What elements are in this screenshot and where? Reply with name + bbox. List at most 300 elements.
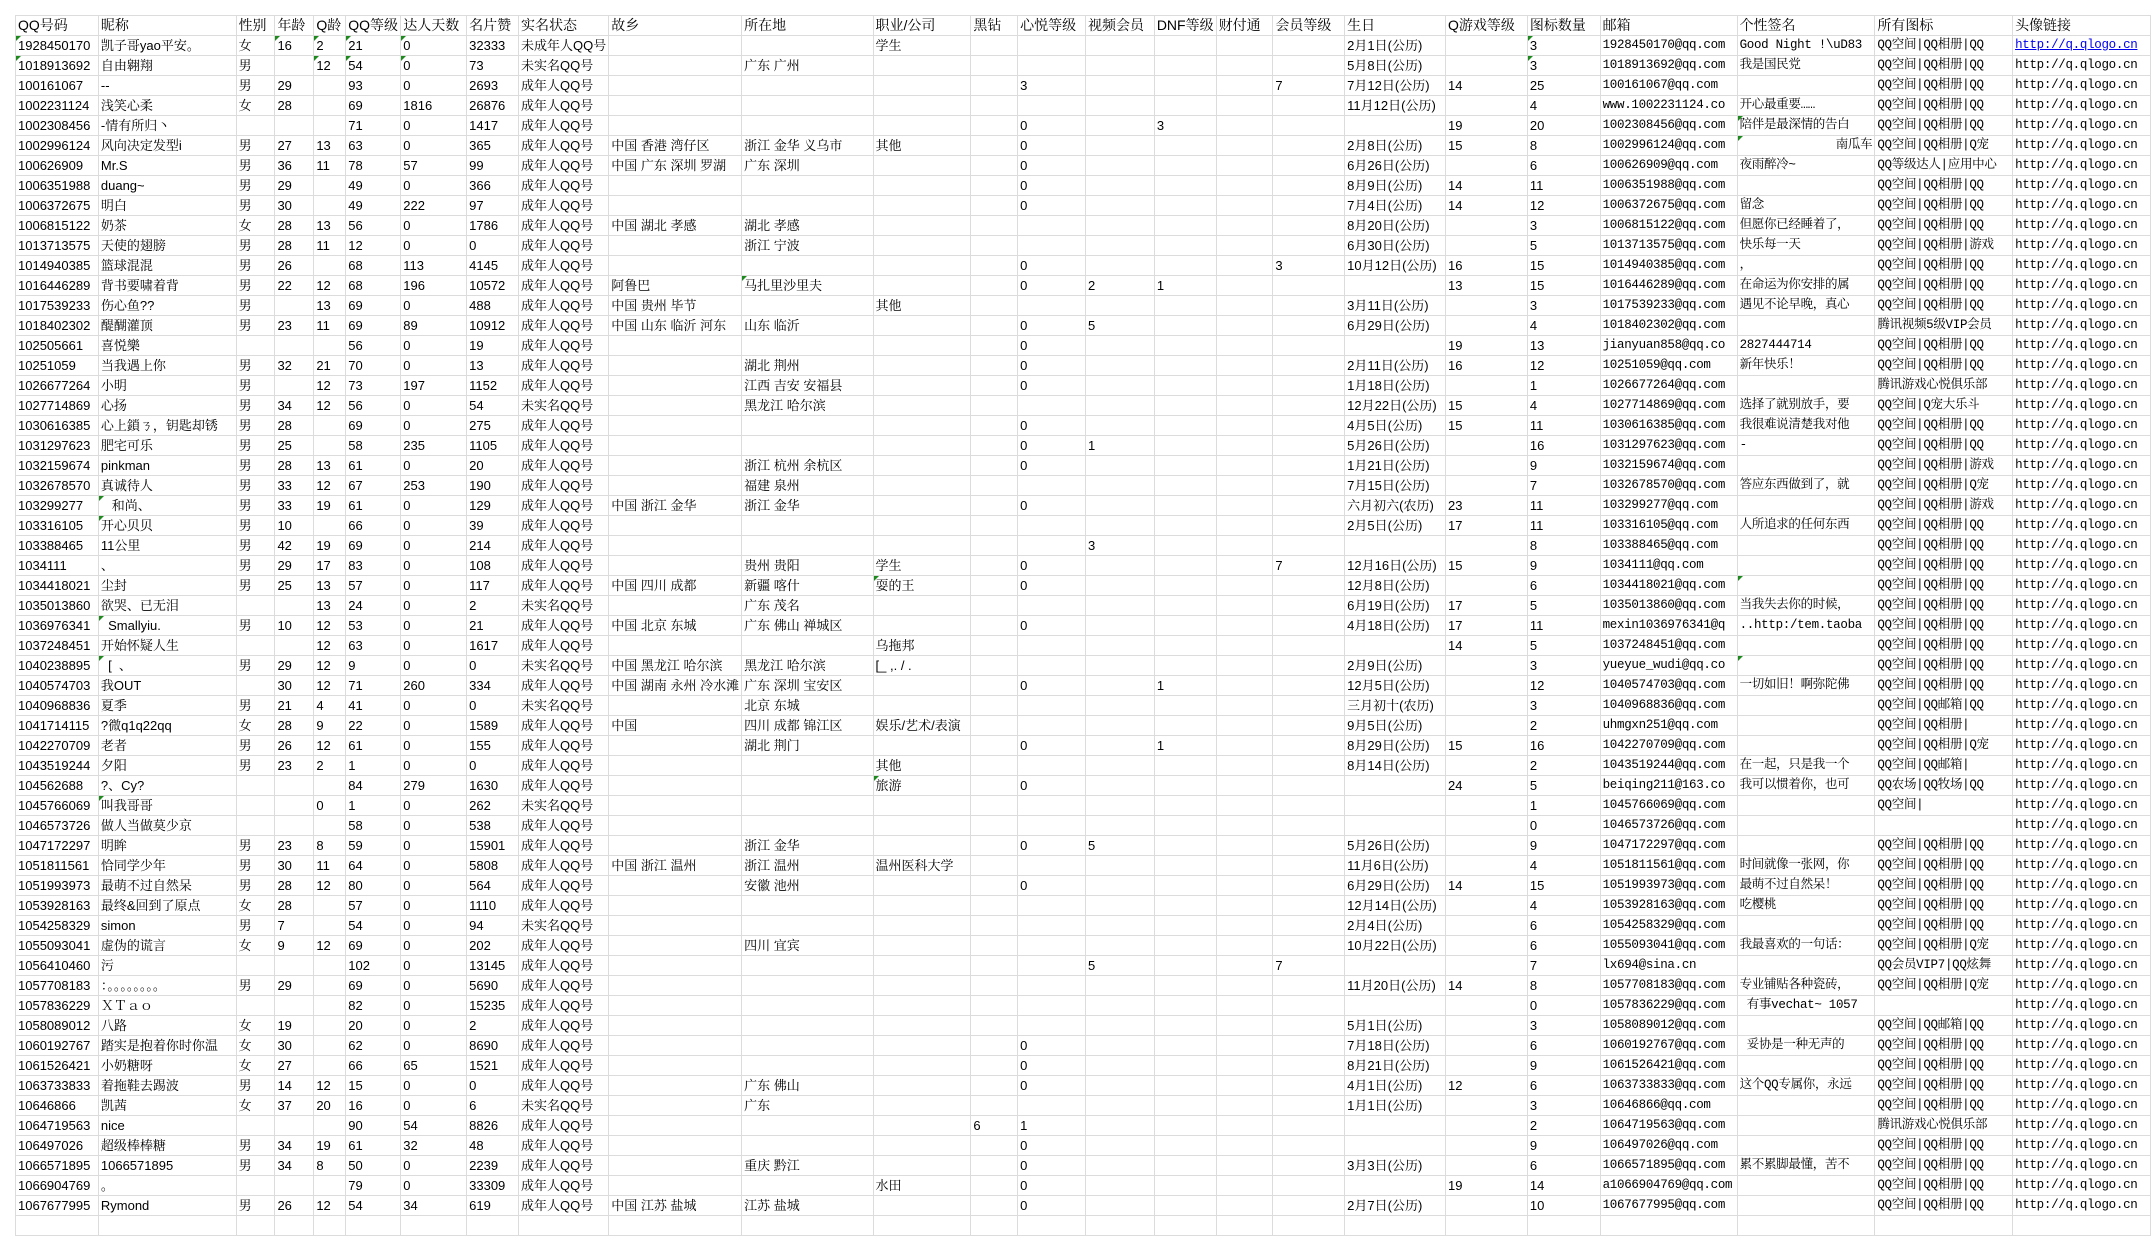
cell-icon-count[interactable]: 2 [1527,716,1600,736]
cell-nickname[interactable]: 着拖鞋去踢波 [98,1076,236,1096]
cell-birthday[interactable]: 12月8日(公历) [1345,576,1446,596]
cell-vip-level[interactable] [1273,296,1345,316]
cell-dnf-level[interactable] [1154,136,1216,156]
cell-xinyue-level[interactable]: 0 [1018,416,1086,436]
cell-avatar-link[interactable]: http://q.qlogo.cn [2013,916,2151,936]
cell-icon-count[interactable]: 4 [1527,316,1600,336]
cell-location[interactable] [742,976,873,996]
cell-xinyue-level[interactable]: 0 [1018,1176,1086,1196]
cell-signature[interactable] [1737,636,1875,656]
cell-qq-number[interactable]: 1047172297 [16,836,99,856]
cell-all-icons[interactable]: QQ空间|QQ相册|QQ [1875,1176,2013,1196]
cell-email[interactable]: 103299277@qq.com [1600,496,1737,516]
cell-avatar-link[interactable]: http://q.qlogo.cn [2013,896,2151,916]
cell-nickname[interactable]: 心扬 [98,396,236,416]
cell-qq-level[interactable]: 68 [346,256,401,276]
cell-nickname[interactable]: 做人当做莫少京 [98,816,236,836]
cell-video-vip[interactable] [1085,1056,1154,1076]
cell-qq-level[interactable]: 93 [346,76,401,96]
cell-qq-number[interactable]: 1051811561 [16,856,99,876]
cell-gender[interactable]: 男 [236,696,275,716]
cell-all-icons[interactable]: QQ空间|QQ相册|QQ [1875,656,2013,676]
cell-all-icons[interactable]: QQ空间|QQ相册|QQ [1875,196,2013,216]
cell-real-name-status[interactable]: 未实名QQ号 [519,596,609,616]
cell-occupation[interactable]: 其他 [873,136,971,156]
cell-expert-days[interactable]: 0 [401,876,467,896]
cell-location[interactable] [742,1016,873,1036]
cell-hometown[interactable]: 中国 贵州 毕节 [609,296,742,316]
cell-qq-level[interactable]: 66 [346,516,401,536]
cell-location[interactable]: 安徽 池州 [742,876,873,896]
cell-expert-days[interactable]: 0 [401,816,467,836]
cell-hometown[interactable]: 中国 山东 临沂 河东 [609,316,742,336]
cell-nickname[interactable]: 明眸 [98,836,236,856]
cell-email[interactable]: beiqing211@163.co [1600,776,1737,796]
cell-all-icons[interactable]: QQ空间|QQ相册|QQ [1875,256,2013,276]
cell-birthday[interactable]: 12月14日(公历) [1345,896,1446,916]
cell-qq-level[interactable]: 69 [346,416,401,436]
cell-qgame-level[interactable]: 14 [1446,76,1528,96]
cell-occupation[interactable] [873,1036,971,1056]
cell-avatar-link[interactable]: http://q.qlogo.cn [2013,936,2151,956]
cell-birthday[interactable]: 6月30日(公历) [1345,236,1446,256]
cell-card-likes[interactable]: 73 [467,56,519,76]
cell-email[interactable]: lx694@sina.cn [1600,956,1737,976]
cell-vip-level[interactable] [1273,1036,1345,1056]
cell-video-vip[interactable] [1085,116,1154,136]
cell-age[interactable]: 19 [275,1016,314,1036]
cell-expert-days[interactable]: 0 [401,856,467,876]
cell-tenpay[interactable] [1216,216,1273,236]
cell-all-icons[interactable]: QQ空间|QQ相册|QQ [1875,1036,2013,1056]
cell-black-diamond[interactable] [971,216,1018,236]
cell-avatar-link[interactable]: http://q.qlogo.cn [2013,876,2151,896]
cell-icon-count[interactable]: 11 [1527,176,1600,196]
cell-black-diamond[interactable] [971,36,1018,56]
cell-gender[interactable]: 男 [236,1156,275,1176]
cell-gender[interactable]: 男 [236,1136,275,1156]
cell-location[interactable] [742,336,873,356]
cell-real-name-status[interactable]: 成年人QQ号 [519,836,609,856]
cell-qq-number[interactable]: 1006815122 [16,216,99,236]
cell-email[interactable]: 1051993973@qq.com [1600,876,1737,896]
cell-q-age[interactable]: 4 [314,696,346,716]
cell-gender[interactable] [236,996,275,1016]
cell-video-vip[interactable] [1085,1076,1154,1096]
cell-age[interactable]: 34 [275,1156,314,1176]
cell-birthday[interactable] [1345,1136,1446,1156]
cell-vip-level[interactable] [1273,1056,1345,1076]
cell-qq-number[interactable]: 1045766069 [16,796,99,816]
column-header-qq-level[interactable]: QQ等级 [346,16,401,36]
cell-location[interactable] [742,756,873,776]
cell-avatar-link[interactable]: http://q.qlogo.cn [2013,436,2151,456]
cell-video-vip[interactable] [1085,1156,1154,1176]
cell-qq-number[interactable]: 106497026 [16,1136,99,1156]
cell-video-vip[interactable]: 5 [1085,836,1154,856]
cell-real-name-status[interactable]: 成年人QQ号 [519,1176,609,1196]
cell-location[interactable]: 广东 佛山 [742,1076,873,1096]
cell-signature[interactable] [1737,376,1875,396]
cell-qq-number[interactable]: 1066571895 [16,1156,99,1176]
cell-occupation[interactable] [873,396,971,416]
cell-gender[interactable] [236,1176,275,1196]
cell-dnf-level[interactable] [1154,96,1216,116]
cell-tenpay[interactable] [1216,636,1273,656]
cell-tenpay[interactable] [1216,496,1273,516]
cell-real-name-status[interactable]: 未实名QQ号 [519,396,609,416]
cell-qgame-level[interactable] [1446,956,1528,976]
cell-hometown[interactable] [609,536,742,556]
column-header-real-name-status[interactable]: 实名状态 [519,16,609,36]
cell-expert-days[interactable]: 57 [401,156,467,176]
cell-age[interactable]: 28 [275,236,314,256]
cell-expert-days[interactable]: 0 [401,136,467,156]
cell-vip-level[interactable] [1273,436,1345,456]
cell-vip-level[interactable] [1273,616,1345,636]
cell-gender[interactable]: 男 [236,276,275,296]
cell-signature[interactable]: 选择了就别放手，要 [1737,396,1875,416]
cell-video-vip[interactable]: 3 [1085,536,1154,556]
cell-age[interactable]: 29 [275,656,314,676]
cell-qq-number[interactable]: 1034418021 [16,576,99,596]
cell-icon-count[interactable]: 0 [1527,996,1600,1016]
cell-occupation[interactable]: 学生 [873,556,971,576]
cell-vip-level[interactable] [1273,1136,1345,1156]
cell-qq-number[interactable]: 1032678570 [16,476,99,496]
cell-age[interactable] [275,796,314,816]
cell-age[interactable]: 33 [275,476,314,496]
cell-occupation[interactable] [873,236,971,256]
cell-all-icons[interactable]: QQ空间|QQ相册|QQ [1875,96,2013,116]
cell-black-diamond[interactable] [971,576,1018,596]
cell-signature[interactable]: 遇见不论早晚，真心 [1737,296,1875,316]
cell-all-icons[interactable]: QQ空间|Q宠大乐斗 [1875,396,2013,416]
cell-card-likes[interactable]: 20 [467,456,519,476]
cell-hometown[interactable] [609,1176,742,1196]
cell-black-diamond[interactable] [971,836,1018,856]
cell-qq-number[interactable]: 1006372675 [16,196,99,216]
cell-black-diamond[interactable] [971,1196,1018,1216]
cell-birthday[interactable] [1345,276,1446,296]
cell-vip-level[interactable] [1273,36,1345,56]
cell-black-diamond[interactable] [971,256,1018,276]
cell-video-vip[interactable] [1085,936,1154,956]
cell-avatar-link[interactable]: http://q.qlogo.cn [2013,676,2151,696]
cell-all-icons[interactable]: QQ空间|QQ邮箱| [1875,756,2013,776]
cell-xinyue-level[interactable] [1018,716,1086,736]
cell-card-likes[interactable]: 488 [467,296,519,316]
cell-qq-level[interactable]: 61 [346,496,401,516]
cell-vip-level[interactable] [1273,856,1345,876]
cell-email[interactable]: 1057708183@qq.com [1600,976,1737,996]
cell-nickname[interactable]: 超级棒棒糖 [98,1136,236,1156]
cell-expert-days[interactable]: 0 [401,656,467,676]
cell-signature[interactable] [1737,796,1875,816]
cell-video-vip[interactable] [1085,596,1154,616]
cell-card-likes[interactable]: 0 [467,656,519,676]
cell-qgame-level[interactable] [1446,896,1528,916]
cell-real-name-status[interactable]: 未实名QQ号 [519,796,609,816]
cell-qgame-level[interactable] [1446,656,1528,676]
cell-qgame-level[interactable] [1446,996,1528,1016]
cell-email[interactable]: 1018402302@qq.com [1600,316,1737,336]
cell-qq-level[interactable]: 54 [346,1196,401,1216]
cell-email[interactable]: 1013713575@qq.com [1600,236,1737,256]
cell-all-icons[interactable]: QQ空间|QQ相册|QQ [1875,356,2013,376]
cell-birthday[interactable]: 5月26日(公历) [1345,836,1446,856]
cell-dnf-level[interactable] [1154,536,1216,556]
cell-hometown[interactable] [609,916,742,936]
cell-avatar-link[interactable]: http://q.qlogo.cn [2013,1036,2151,1056]
cell-age[interactable]: 23 [275,836,314,856]
cell-dnf-level[interactable] [1154,776,1216,796]
cell-nickname[interactable]: 最终&回到了原点 [98,896,236,916]
cell-vip-level[interactable] [1273,1116,1345,1136]
cell-birthday[interactable]: 2月11日(公历) [1345,356,1446,376]
cell-hometown[interactable] [609,776,742,796]
cell-location[interactable]: 四川 宜宾 [742,936,873,956]
cell-qq-level[interactable]: 71 [346,116,401,136]
cell-black-diamond[interactable] [971,356,1018,376]
cell-qgame-level[interactable] [1446,36,1528,56]
cell-vip-level[interactable] [1273,636,1345,656]
cell-qq-number[interactable]: 1058089012 [16,1016,99,1036]
cell-black-diamond[interactable] [971,396,1018,416]
cell-signature[interactable]: 答应东西做到了，就 [1737,476,1875,496]
cell-signature[interactable]: 人所追求的任何东西 [1737,516,1875,536]
cell-all-icons[interactable]: QQ空间|QQ相册|游戏 [1875,496,2013,516]
cell-qgame-level[interactable]: 23 [1446,496,1528,516]
cell-card-likes[interactable]: 94 [467,916,519,936]
cell-age[interactable] [275,296,314,316]
cell-qgame-level[interactable] [1446,1156,1528,1176]
cell-email[interactable]: 10646866@qq.com [1600,1096,1737,1116]
cell-vip-level[interactable] [1273,496,1345,516]
cell-occupation[interactable] [873,496,971,516]
cell-qq-level[interactable]: 67 [346,476,401,496]
cell-vip-level[interactable] [1273,276,1345,296]
cell-xinyue-level[interactable]: 0 [1018,1156,1086,1176]
cell-age[interactable]: 14 [275,1076,314,1096]
cell-qq-number[interactable]: 1035013860 [16,596,99,616]
cell-icon-count[interactable]: 7 [1527,956,1600,976]
column-header-icon-count[interactable]: 图标数量 [1527,16,1600,36]
cell-location[interactable]: 马扎里沙里夫 [742,276,873,296]
cell-video-vip[interactable] [1085,1116,1154,1136]
cell-qgame-level[interactable] [1446,376,1528,396]
cell-black-diamond[interactable] [971,1136,1018,1156]
cell-all-icons[interactable]: QQ空间|QQ相册|QQ [1875,876,2013,896]
cell-expert-days[interactable]: 0 [401,896,467,916]
cell-expert-days[interactable]: 54 [401,1116,467,1136]
cell-dnf-level[interactable] [1154,376,1216,396]
cell-q-age[interactable]: 11 [314,856,346,876]
cell-age[interactable] [275,336,314,356]
cell-real-name-status[interactable]: 成年人QQ号 [519,756,609,776]
cell-occupation[interactable]: 温州医科大学 [873,856,971,876]
cell-video-vip[interactable] [1085,716,1154,736]
cell-gender[interactable]: 女 [236,936,275,956]
cell-xinyue-level[interactable] [1018,796,1086,816]
cell-tenpay[interactable] [1216,576,1273,596]
cell-vip-level[interactable] [1273,236,1345,256]
cell-avatar-link[interactable]: http://q.qlogo.cn [2013,576,2151,596]
column-header-tenpay[interactable]: 财付通 [1216,16,1273,36]
cell-card-likes[interactable]: 619 [467,1196,519,1216]
cell-signature[interactable] [1737,1096,1875,1116]
cell-video-vip[interactable] [1085,416,1154,436]
cell-signature[interactable]: ， [1737,256,1875,276]
cell-xinyue-level[interactable]: 0 [1018,876,1086,896]
cell-qq-number[interactable]: 1034111 [16,556,99,576]
cell-expert-days[interactable]: 0 [401,456,467,476]
cell-xinyue-level[interactable] [1018,696,1086,716]
cell-black-diamond[interactable] [971,936,1018,956]
cell-email[interactable]: 1057836229@qq.com [1600,996,1737,1016]
cell-qq-number[interactable]: 1040238895 [16,656,99,676]
cell-qq-level[interactable]: 12 [346,236,401,256]
cell-vip-level[interactable] [1273,816,1345,836]
cell-nickname[interactable]: Rymond [98,1196,236,1216]
cell-qgame-level[interactable]: 16 [1446,356,1528,376]
cell-age[interactable]: 16 [275,36,314,56]
cell-qgame-level[interactable] [1446,1196,1528,1216]
cell-real-name-status[interactable]: 成年人QQ号 [519,456,609,476]
cell-all-icons[interactable]: QQ空间|QQ相册|QQ [1875,596,2013,616]
cell-qq-level[interactable]: 1 [346,796,401,816]
cell-q-age[interactable]: 19 [314,1136,346,1156]
cell-icon-count[interactable]: 11 [1527,496,1600,516]
cell-tenpay[interactable] [1216,136,1273,156]
cell-nickname[interactable]: 夏季 [98,696,236,716]
cell-location[interactable] [742,256,873,276]
cell-qq-level[interactable]: 82 [346,996,401,1016]
cell-q-age[interactable]: 12 [314,616,346,636]
cell-video-vip[interactable] [1085,816,1154,836]
cell-location[interactable] [742,1176,873,1196]
cell-card-likes[interactable]: 190 [467,476,519,496]
cell-avatar-link[interactable]: http://q.qlogo.cn [2013,316,2151,336]
cell-qq-level[interactable]: 63 [346,636,401,656]
cell-email[interactable]: 1030616385@qq.com [1600,416,1737,436]
cell-signature[interactable]: ..http:/tem.taoba [1737,616,1875,636]
cell-expert-days[interactable]: 0 [401,636,467,656]
cell-signature[interactable]: 我最喜欢的一句话： [1737,936,1875,956]
cell-location[interactable] [742,296,873,316]
cell-age[interactable] [275,596,314,616]
cell-q-age[interactable] [314,1056,346,1076]
cell-location[interactable] [742,196,873,216]
cell-real-name-status[interactable]: 成年人QQ号 [519,376,609,396]
cell-real-name-status[interactable]: 成年人QQ号 [519,96,609,116]
cell-all-icons[interactable]: QQ空间|QQ相册|QQ [1875,416,2013,436]
cell-icon-count[interactable]: 11 [1527,416,1600,436]
cell-qgame-level[interactable] [1446,56,1528,76]
cell-q-age[interactable]: 12 [314,636,346,656]
cell-all-icons[interactable] [1875,816,2013,836]
cell-vip-level[interactable] [1273,336,1345,356]
cell-qgame-level[interactable] [1446,796,1528,816]
cell-birthday[interactable]: 6月29日(公历) [1345,876,1446,896]
cell-qq-number[interactable]: 100161067 [16,76,99,96]
column-header-xinyue-level[interactable]: 心悦等级 [1018,16,1086,36]
cell-q-age[interactable]: 12 [314,736,346,756]
cell-black-diamond[interactable] [971,236,1018,256]
cell-dnf-level[interactable] [1154,176,1216,196]
cell-avatar-link[interactable]: http://q.qlogo.cn [2013,1196,2151,1216]
cell-hometown[interactable] [609,1156,742,1176]
cell-dnf-level[interactable] [1154,716,1216,736]
cell-black-diamond[interactable] [971,996,1018,1016]
column-header-card-likes[interactable]: 名片赞 [467,16,519,36]
cell-all-icons[interactable]: QQ空间|QQ相册|游戏 [1875,456,2013,476]
cell-video-vip[interactable] [1085,136,1154,156]
cell-icon-count[interactable]: 3 [1527,36,1600,56]
cell-qgame-level[interactable] [1446,316,1528,336]
cell-age[interactable]: 25 [275,436,314,456]
cell-qgame-level[interactable] [1446,476,1528,496]
cell-vip-level[interactable] [1273,316,1345,336]
cell-occupation[interactable] [873,456,971,476]
cell-tenpay[interactable] [1216,256,1273,276]
cell-card-likes[interactable]: 129 [467,496,519,516]
cell-nickname[interactable]: ?、Cy? [98,776,236,796]
cell-video-vip[interactable] [1085,516,1154,536]
cell-card-likes[interactable]: 155 [467,736,519,756]
cell-dnf-level[interactable] [1154,1156,1216,1176]
cell-nickname[interactable]: 开始怀疑人生 [98,636,236,656]
cell-age[interactable]: 36 [275,156,314,176]
cell-avatar-link[interactable]: http://q.qlogo.cn [2013,956,2151,976]
cell-all-icons[interactable]: QQ空间|QQ相册|Q宠 [1875,136,2013,156]
cell-email[interactable]: 1034418021@qq.com [1600,576,1737,596]
cell-email[interactable]: yueyue_wudi@qq.co [1600,656,1737,676]
cell-card-likes[interactable]: 2239 [467,1156,519,1176]
cell-occupation[interactable] [873,96,971,116]
cell-age[interactable] [275,776,314,796]
cell-email[interactable]: 1034111@qq.com [1600,556,1737,576]
cell-birthday[interactable]: 8月29日(公历) [1345,736,1446,756]
cell-black-diamond[interactable] [971,956,1018,976]
cell-signature[interactable] [1737,576,1875,596]
cell-occupation[interactable]: 其他 [873,756,971,776]
cell-occupation[interactable]: 学生 [873,36,971,56]
cell-video-vip[interactable] [1085,616,1154,636]
cell-q-age[interactable]: 12 [314,396,346,416]
cell-qq-level[interactable]: 69 [346,296,401,316]
cell-birthday[interactable]: 三月初十(农历) [1345,696,1446,716]
cell-occupation[interactable] [873,1016,971,1036]
cell-card-likes[interactable]: 0 [467,1076,519,1096]
cell-icon-count[interactable]: 9 [1527,456,1600,476]
column-header-age[interactable]: 年龄 [275,16,314,36]
cell-email[interactable]: 1006372675@qq.com [1600,196,1737,216]
cell-email[interactable]: 1047172297@qq.com [1600,836,1737,856]
cell-dnf-level[interactable] [1154,756,1216,776]
cell-dnf-level[interactable] [1154,856,1216,876]
cell-card-likes[interactable]: 214 [467,536,519,556]
cell-q-age[interactable]: 13 [314,216,346,236]
cell-qq-number[interactable]: 10646866 [16,1096,99,1116]
cell-vip-level[interactable] [1273,356,1345,376]
cell-birthday[interactable] [1345,796,1446,816]
cell-expert-days[interactable]: 222 [401,196,467,216]
cell-avatar-link[interactable]: http://q.qlogo.cn [2013,536,2151,556]
cell-location[interactable] [742,896,873,916]
cell-age[interactable]: 23 [275,756,314,776]
cell-video-vip[interactable] [1085,336,1154,356]
